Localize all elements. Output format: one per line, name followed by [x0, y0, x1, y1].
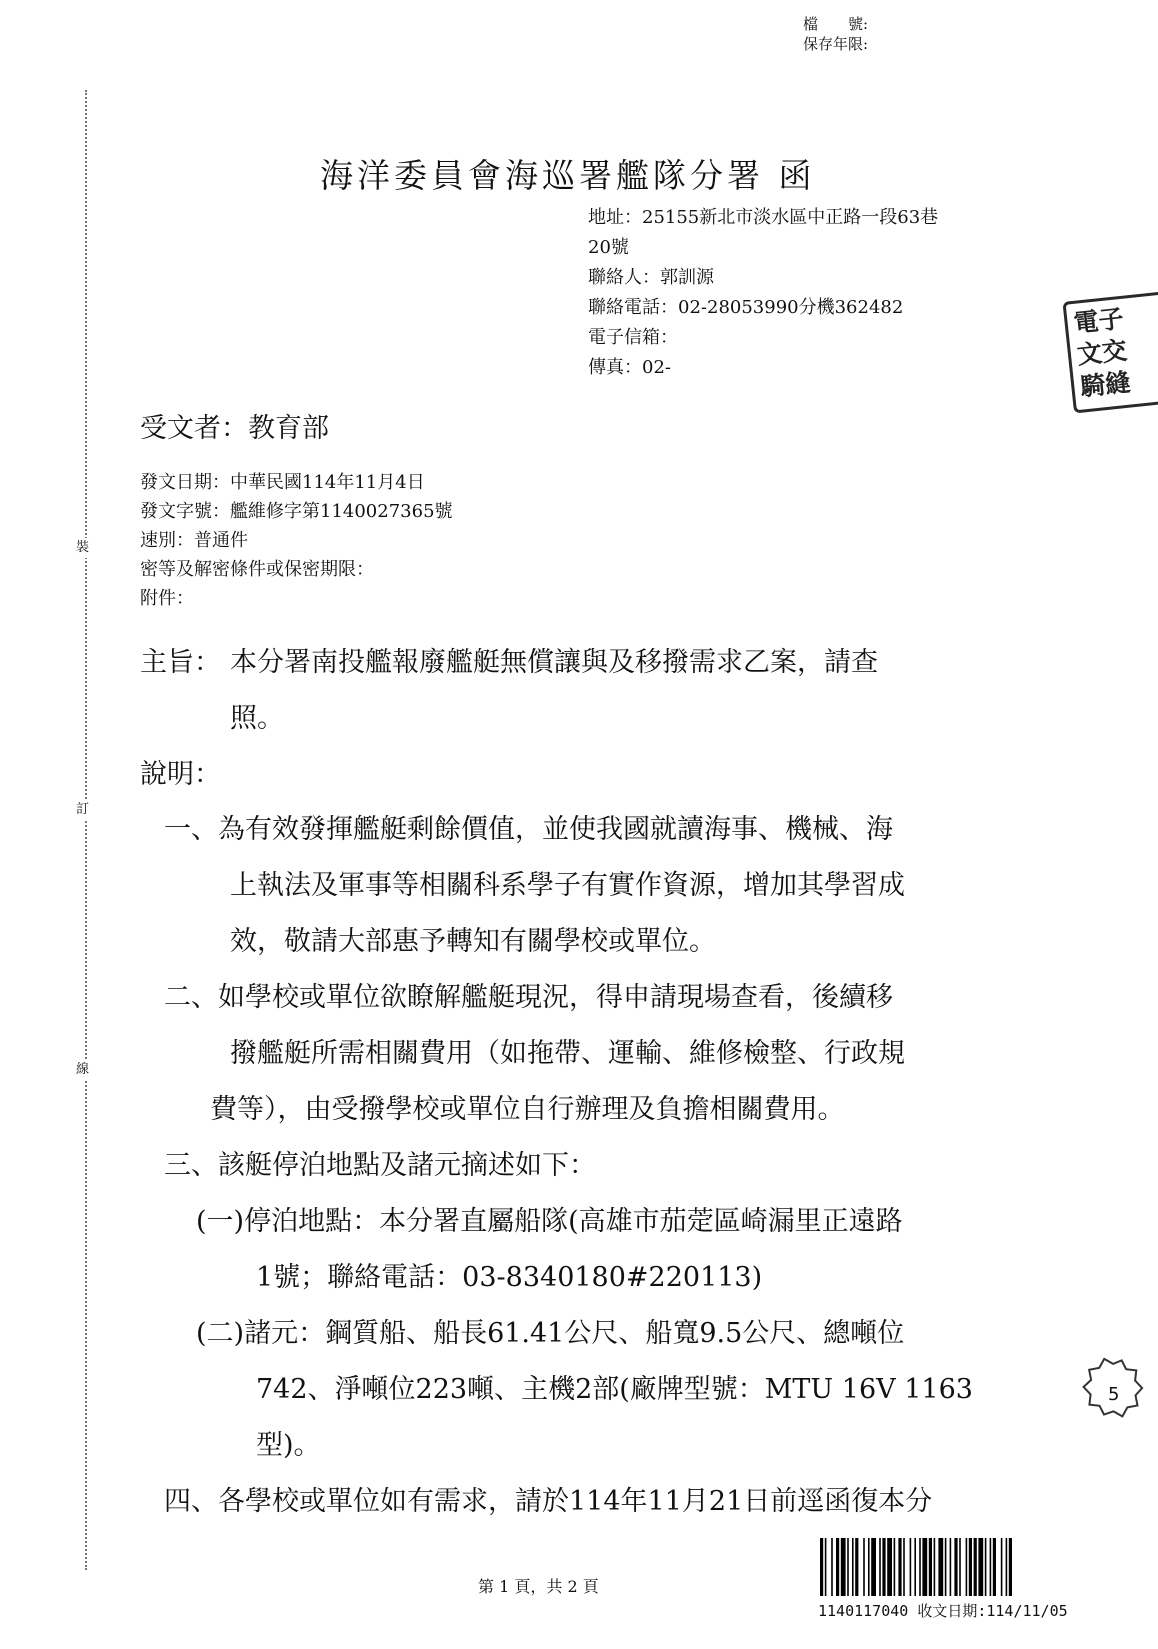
stamp-line-2: 文交 — [1075, 335, 1129, 370]
barcode-text: 1140117040 收文日期:114/11/05 — [818, 1602, 1068, 1620]
contact-phone: 聯絡電話：02-28053990分機362482 — [588, 297, 904, 318]
secrecy-level: 密等及解密條件或保密期限： — [140, 559, 374, 580]
subpoint-2-line-1: (二)諸元：鋼質船、船長61.41公尺、船寬9.5公尺、總噸位 — [196, 1318, 905, 1349]
address-line-2: 20號 — [588, 237, 629, 258]
receipt-barcode-block — [818, 1538, 1114, 1621]
stamp-line-3: 騎縫 — [1078, 367, 1132, 402]
stamp-line-1: 電子 — [1072, 303, 1126, 338]
contact-person: 聯絡人：郭訓源 — [588, 267, 714, 288]
subject-label: 主旨： — [140, 647, 221, 678]
point-4-line-1: 四、各學校或單位如有需求，請於114年11月21日前逕函復本分 — [164, 1486, 933, 1517]
retention-period-label: 保存年限: — [803, 35, 869, 53]
subject-line-1: 本分署南投艦報廢艦艇無償讓與及移撥需求乙案，請查 — [230, 647, 878, 678]
contact-email: 電子信箱： — [588, 327, 678, 348]
point-1-line-2: 上執法及軍事等相關科系學子有實作資源，增加其學習成 — [230, 870, 905, 901]
margin-mark-ding: 訂 — [76, 800, 89, 820]
subject-line-2: 照。 — [230, 703, 284, 734]
point-1-line-3: 效，敬請大部惠予轉知有關學校或單位。 — [230, 926, 716, 957]
delivery-speed: 速別：普通件 — [140, 530, 248, 551]
file-number-label: 檔 號: — [803, 15, 869, 33]
file-info — [803, 14, 868, 54]
document-number: 發文字號：艦維修字第1140027365號 — [140, 501, 453, 522]
point-1-line-1: 一、為有效發揮艦艇剩餘價值，並使我國就讀海事、機械、海 — [164, 814, 893, 845]
point-2-line-3: 費等），由受撥學校或單位自行辦理及負擔相關費用。 — [210, 1094, 845, 1125]
point-2-line-2: 撥艦艇所需相關費用（如拖帶、運輸、維修檢整、行政規 — [230, 1038, 905, 1069]
electronic-seal-stamp — [1062, 291, 1158, 414]
contact-block — [588, 203, 938, 383]
point-3-line-1: 三、該艇停泊地點及諸元摘述如下： — [164, 1150, 596, 1181]
point-2-line-1: 二、如學校或單位欲瞭解艦艇現況，得申請現場查看，後續移 — [164, 982, 893, 1013]
subpoint-2-line-3: 型)。 — [256, 1430, 321, 1461]
attachments: 附件： — [140, 588, 194, 609]
document-title: 海洋委員會海巡署艦隊分署 函 — [320, 156, 816, 195]
issue-date: 發文日期：中華民國114年11月4日 — [140, 472, 425, 493]
document-meta — [140, 468, 453, 613]
margin-mark-xian: 線 — [76, 1060, 89, 1080]
barcode-icon — [818, 1538, 1114, 1596]
explanation-label: 說明： — [140, 759, 221, 790]
margin-mark-zhuang: 裝 — [76, 538, 89, 558]
contact-fax: 傳真：02- — [588, 357, 671, 378]
page-seal-number: 5 — [1108, 1384, 1120, 1405]
address-line-1: 地址：25155新北市淡水區中正路一段63巷 — [588, 207, 939, 228]
subpoint-1-line-2: 1號；聯絡電話：03-8340180#220113) — [256, 1262, 763, 1293]
binding-margin-line — [85, 90, 87, 1570]
subpoint-2-line-2: 742、淨噸位223噸、主機2部(廠牌型號：MTU 16V 1163 — [256, 1374, 973, 1405]
subpoint-1-line-1: (一)停泊地點：本分署直屬船隊(高雄市茄萣區崎漏里正遠路 — [196, 1206, 903, 1237]
page-number: 第 1 頁，共 2 頁 — [478, 1577, 599, 1596]
receiver: 受文者：教育部 — [140, 413, 329, 444]
